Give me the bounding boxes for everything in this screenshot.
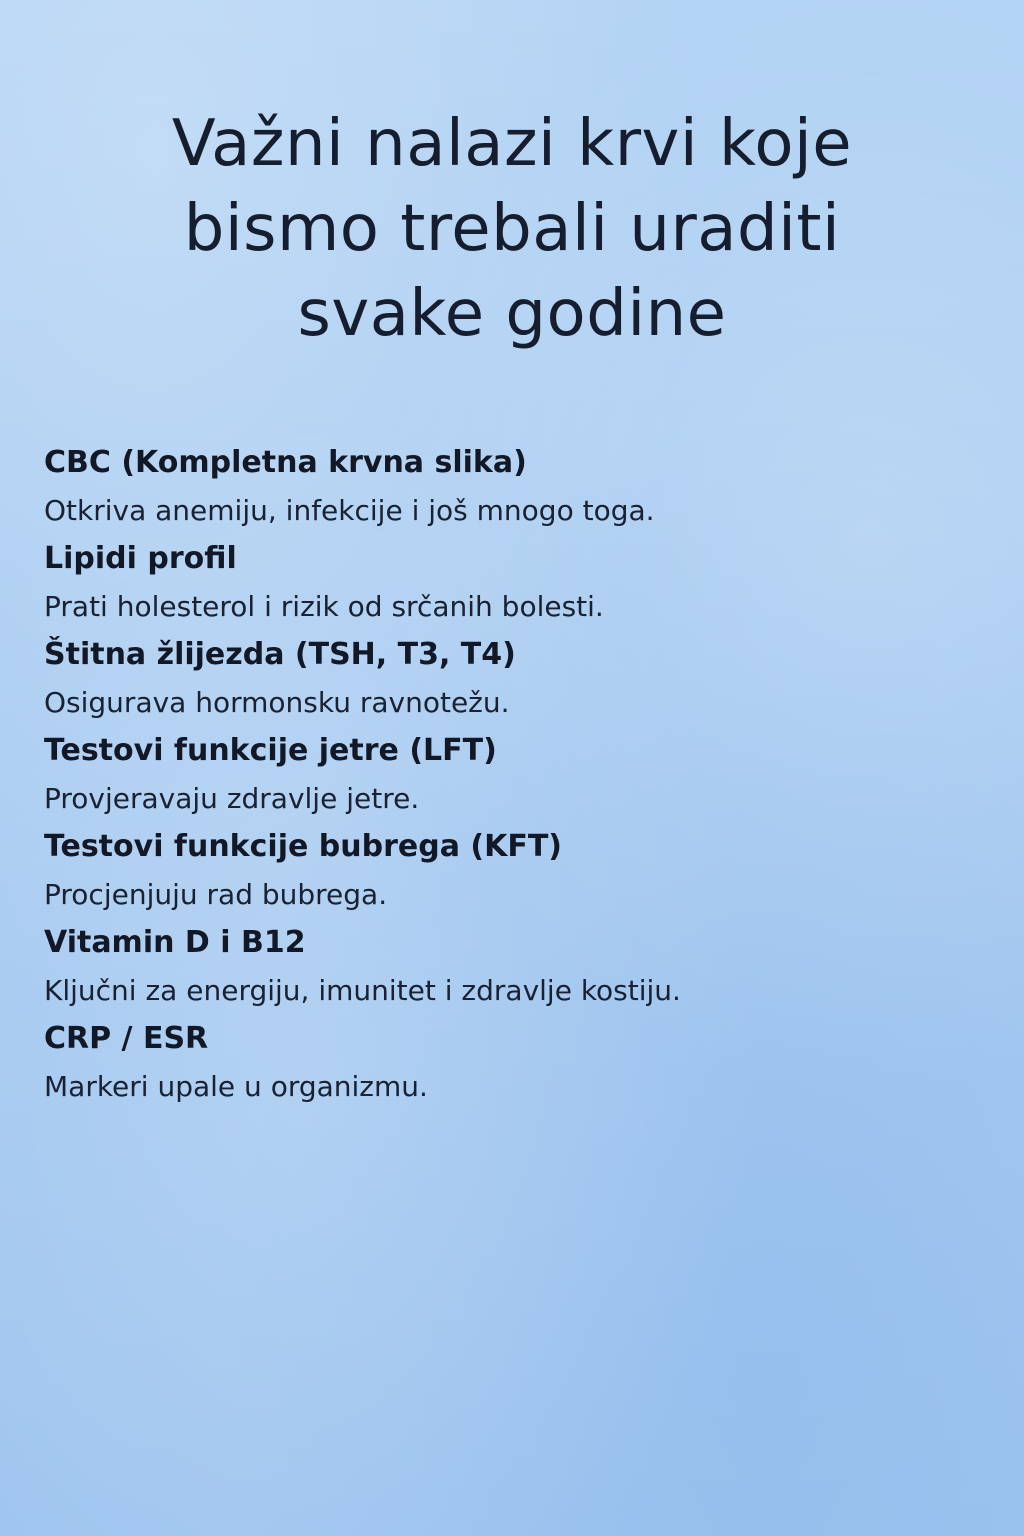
list-item-liver-function — [44, 728, 984, 824]
item-description: Markeri upale u organizmu. — [44, 1070, 428, 1103]
title-line-2: bismo trebali uraditi — [183, 192, 841, 266]
item-heading: Štitna žlijezda (TSH, T3, T4) — [44, 637, 516, 672]
list-item-kidney-function — [44, 824, 984, 920]
list-item-lipid-profile — [44, 536, 984, 632]
item-heading: CBC (Kompletna krvna slika) — [44, 445, 527, 480]
item-heading: Testovi funkcije jetre (LFT) — [44, 733, 497, 768]
blood-test-list — [44, 440, 984, 1112]
item-description: Procjenjuju rad bubrega. — [44, 878, 388, 911]
item-heading: CRP / ESR — [44, 1021, 209, 1056]
page-title — [40, 102, 984, 357]
item-description: Osigurava hormonsku ravnotežu. — [44, 686, 510, 719]
list-item-cbc — [44, 440, 984, 536]
list-item-vitamins — [44, 920, 984, 1016]
item-heading: Lipidi profil — [44, 541, 237, 576]
list-item-thyroid — [44, 632, 984, 728]
item-description: Provjeravaju zdravlje jetre. — [44, 782, 420, 815]
title-line-3: svake godine — [297, 277, 727, 351]
item-description: Otkriva anemiju, infekcije i još mnogo toga. — [44, 494, 655, 527]
item-heading: Vitamin D i B12 — [44, 925, 306, 960]
item-description: Ključni za energiju, imunitet i zdravlje kostiju. — [44, 974, 681, 1007]
title-line-1: Važni nalazi krvi koje — [171, 107, 853, 181]
list-item-crp-esr — [44, 1016, 984, 1112]
item-heading: Testovi funkcije bubrega (KFT) — [44, 829, 563, 864]
item-description: Prati holesterol i rizik od srčanih bolesti. — [44, 590, 604, 623]
